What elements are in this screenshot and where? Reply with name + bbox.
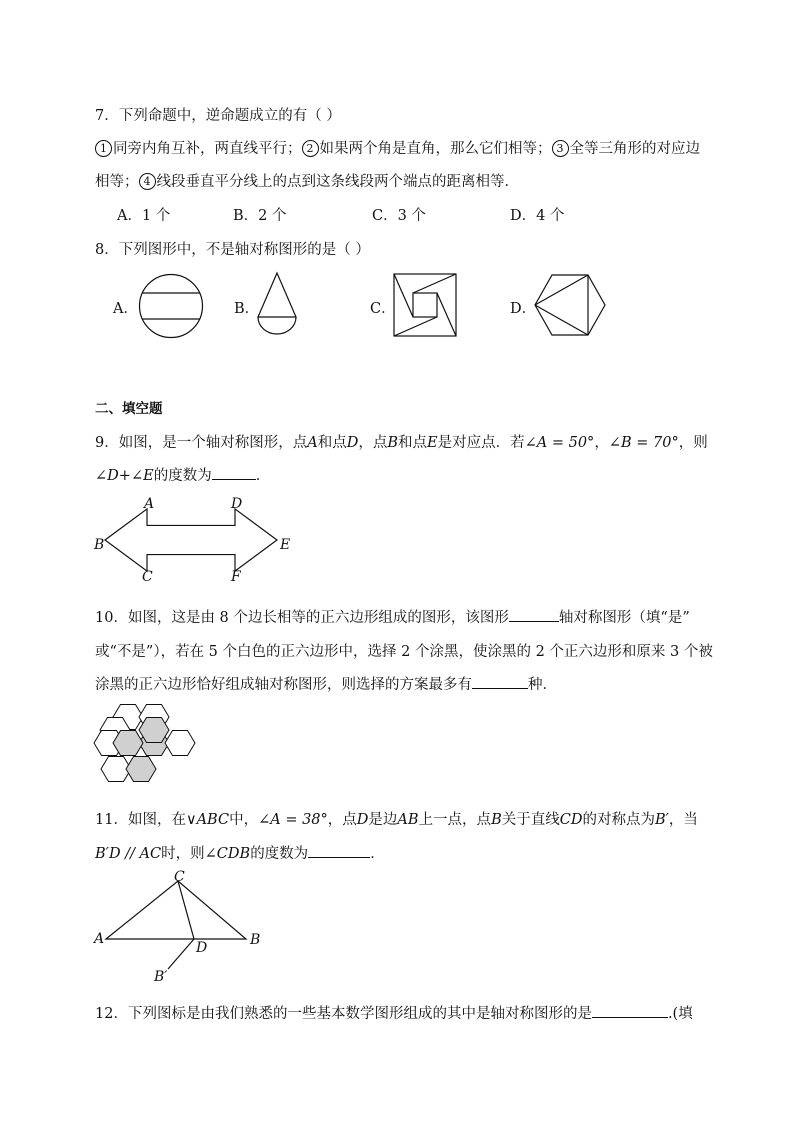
q8-label-c: C． (370, 301, 396, 317)
q11-side: AB (397, 812, 419, 828)
q7-option-c: C．3 个 (372, 208, 426, 224)
q9-angle-a: A = 50° (536, 435, 595, 451)
q11-text: 上一点，点 (418, 812, 492, 828)
q7-item-1: 同旁内角互补，两直线平行； (113, 141, 302, 157)
q11-text: ，当 (668, 812, 698, 828)
q9-text: 9．如图，是一个轴对称图形，点 (95, 435, 308, 451)
q7-item-2: 如果两个角是直角，那么它们相等； (319, 141, 552, 157)
q11-angle: A = 38° (270, 812, 328, 828)
q9-label-c: C (142, 569, 153, 585)
answer-blank[interactable] (592, 1003, 668, 1018)
q12-text: .(填 (667, 1006, 693, 1022)
q9-point-d: D (107, 468, 119, 484)
q7-line1 (95, 137, 700, 158)
q8-label-b: B． (234, 301, 260, 317)
q9-label-a: A (144, 496, 155, 512)
q11-text: 中，∠ (229, 812, 271, 828)
q9-text: 的度数为 (153, 468, 212, 484)
q9-text: ，则 (678, 435, 708, 451)
circled-number: 3 (552, 140, 569, 157)
q8-stem: 8．下列图形中，不是轴对称图形的是（ ） (95, 242, 370, 258)
q8-figure-d (534, 274, 606, 336)
q11-label-bprime: B′ (154, 969, 168, 985)
q7-item-3: 全等三角形的对应边 (569, 141, 700, 157)
q9-text: 是对应点．若∠ (437, 435, 537, 451)
q10-line2: 或“不是”），若在 5 个白色的正六边形中，选择 2 个涂黑，使涂黑的 2 个正六边形和原来 3 个被 (95, 644, 713, 660)
q9-point-b: B (387, 435, 399, 451)
q9-label-f: F (231, 569, 241, 585)
q10-text: 种． (528, 677, 557, 693)
q9-label-d: D (231, 496, 243, 512)
q9-label-e: E (280, 537, 291, 553)
q9-angle-b: B = 70° (620, 435, 679, 451)
q9-figure-double-arrow (105, 511, 281, 571)
q9-point-e: E (143, 468, 154, 484)
q10-line3 (95, 673, 557, 694)
q7-option-b: B．2 个 (233, 208, 287, 224)
q10-figure-hexagons (94, 704, 204, 786)
section-title: 二、填空题 (95, 401, 163, 417)
circled-number: 2 (302, 140, 319, 157)
q11-text: ，点 (327, 812, 357, 828)
q9-text: ． (255, 468, 271, 484)
hexagon (165, 731, 195, 756)
q12-line1 (95, 1002, 693, 1023)
q8-label-a: A． (113, 301, 138, 317)
q11-text: 的度数为 (250, 846, 309, 862)
q9-text: +∠ (118, 468, 144, 484)
q11-label-a: A (94, 931, 105, 947)
q11-text: 是边 (368, 812, 398, 828)
q9-text: ，点 (358, 435, 388, 451)
q8-label-d: D． (510, 301, 537, 317)
q7-line2 (95, 170, 519, 191)
q10-text: 轴对称图形（填“是” (558, 610, 690, 626)
q11-line2 (95, 842, 385, 863)
q7-option-a: A．1 个 (117, 208, 171, 224)
q9-text: 和点 (398, 435, 428, 451)
q11-condition: B′D // AC (95, 846, 162, 862)
circled-number: 1 (95, 140, 112, 157)
q9-text: ，∠ (594, 435, 621, 451)
q11-line1 (95, 808, 698, 829)
q11-triangle: ABC (196, 812, 230, 828)
q11-point-bprime: B′ (654, 812, 669, 828)
answer-blank[interactable] (212, 465, 256, 480)
q11-label-b: B (250, 932, 261, 948)
q11-line: CD (559, 812, 583, 828)
q11-point-d: D (356, 812, 369, 828)
circled-number: 4 (139, 173, 156, 190)
q9-label-b: B (94, 537, 105, 553)
q11-text: 关于直线 (501, 812, 560, 828)
q9-point-e: E (427, 435, 438, 451)
q7-line2-text: 相等； (95, 174, 139, 190)
q10-text: 10．如图，这是由 8 个边长相等的正六边形组成的图形，该图形 (95, 610, 509, 626)
q11-text: ． (370, 846, 385, 862)
q7-item-4: 线段垂直平分线上的点到这条线段两个端点的距离相等． (156, 174, 519, 190)
q9-line2 (95, 464, 270, 485)
q11-text: 11．如图，在∨ (95, 812, 197, 828)
q7-stem: 7．下列命题中，逆命题成立的有（ ） (95, 108, 341, 124)
answer-blank[interactable] (472, 674, 528, 689)
hexagon-shaded (126, 757, 156, 782)
q12-text: 12．下列图标是由我们熟悉的一些基本数学图形组成的其中是轴对称图形的是 (95, 1006, 592, 1022)
q11-point-b: B (491, 812, 502, 828)
q10-text: 涂黑的正六边形恰好组成轴对称图形，则选择的方案最多有 (95, 677, 472, 693)
q11-figure-triangle (100, 875, 260, 975)
q8-figure-b (255, 272, 299, 336)
q9-text: ∠ (95, 468, 108, 484)
q9-point-a: A (307, 435, 318, 451)
q11-text: 的对称点为 (582, 812, 655, 828)
q11-text: 时，则∠ (161, 846, 217, 862)
q7-option-d: D．4 个 (510, 208, 565, 224)
q9-point-d: D (346, 435, 359, 451)
q10-line1 (95, 606, 690, 627)
q8-figure-a (138, 273, 204, 339)
answer-blank[interactable] (509, 607, 559, 622)
q9-text: 和点 (317, 435, 347, 451)
q11-angle-cdb: CDB (216, 846, 251, 862)
q8-figure-c (393, 273, 457, 337)
q11-label-d: D (196, 940, 208, 956)
q11-label-c: C (174, 869, 185, 885)
q9-line1 (95, 431, 708, 452)
answer-blank[interactable] (308, 843, 370, 858)
